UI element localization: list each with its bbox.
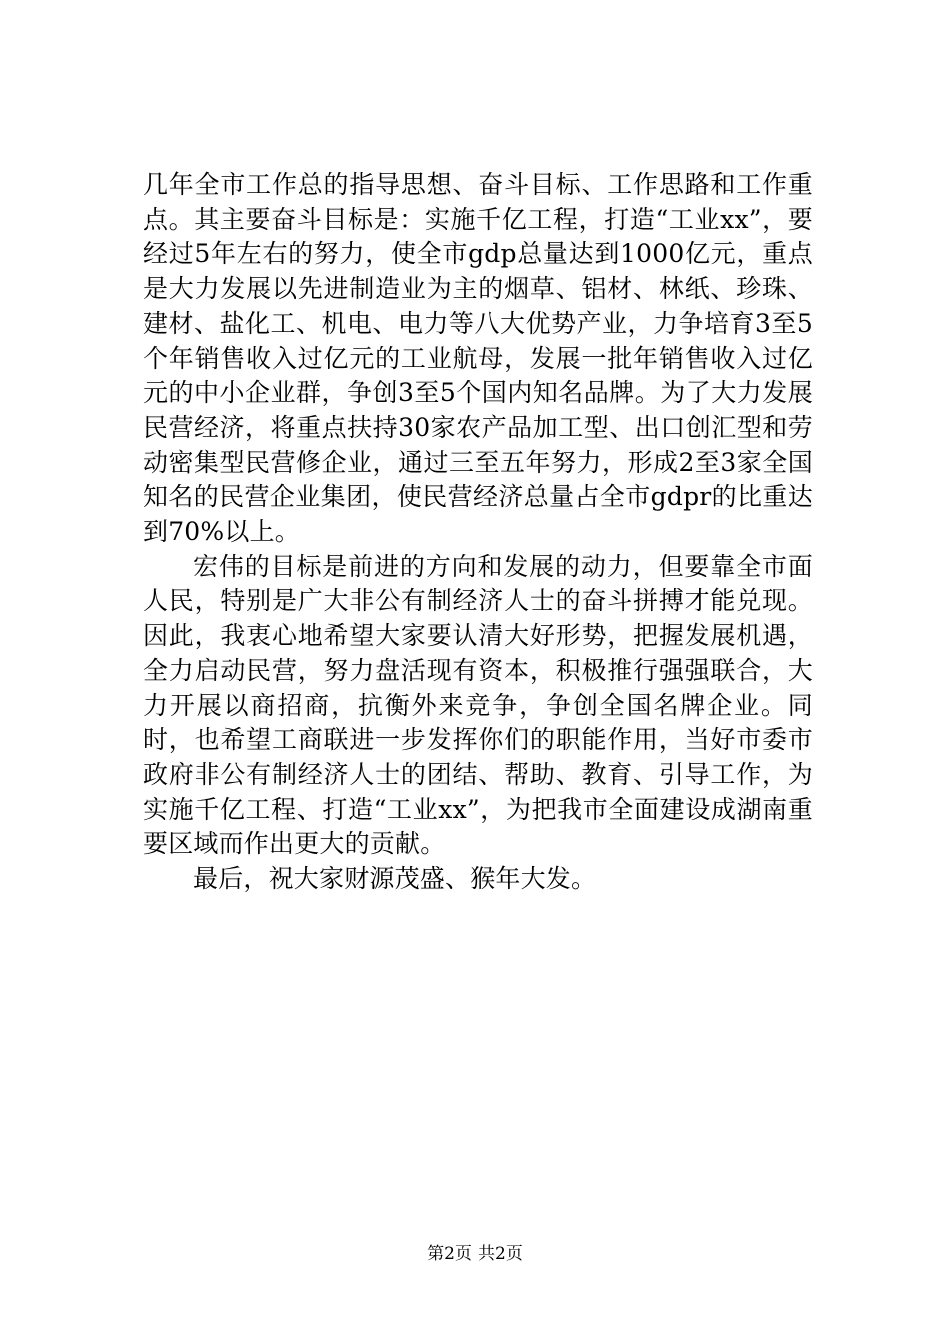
page-total: 共2页 bbox=[478, 1244, 523, 1264]
page-number: 第2页 bbox=[427, 1244, 472, 1264]
paragraph-closing: 最后，祝大家财源茂盛、猴年大发。 bbox=[193, 864, 597, 894]
page-footer bbox=[0, 1242, 950, 1266]
document-body bbox=[143, 168, 813, 897]
paragraph-goals: 宏伟的目标是前进的方向和发展的动力，但要靠全市面人民，特别是广大非公有制经济人士的奋斗拼搏才能兑现。因此，我衷心地希望大家要认清大好形势，把握发展机遇，全力启动民营，努力盘活现有资本，积极推行强强联合，大力开展以商招商，抗衡外来竞争，争创全国名牌企业。同时，也希望工商联进一步发挥你们的职能作用，当好市委市政府非公有制经济人士的团结、帮助、教育、引导工作，为实施千亿工程、打造“工业xx”，为把我市全面建设成湖南重要区域而作出更大的贡献。 bbox=[143, 551, 813, 859]
paragraph-continuation: 几年全市工作总的指导思想、奋斗目标、工作思路和工作重点。其主要奋斗目标是：实施千亿工程，打造“工业xx”，要经过5年左右的努力，使全市gdp总量达到1000亿元，重点是大力发展以先进制造业为主的烟草、铝材、林纸、珍珠、建材、盐化工、机电、电力等八大优势产业，力争培育3至5个年销售收入过亿元的工业航母，发展一批年销售收入过亿元的中小企业群，争创3至5个国内知名品牌。为了大力发展民营经济，将重点扶持30家农产品加工型、出口创汇型和劳动密集型民营修企业，通过三至五年努力，形成2至3家全国知名的民营企业集团，使民营经济总量占全市gdpr的比重达到70%以上。 bbox=[143, 170, 813, 547]
